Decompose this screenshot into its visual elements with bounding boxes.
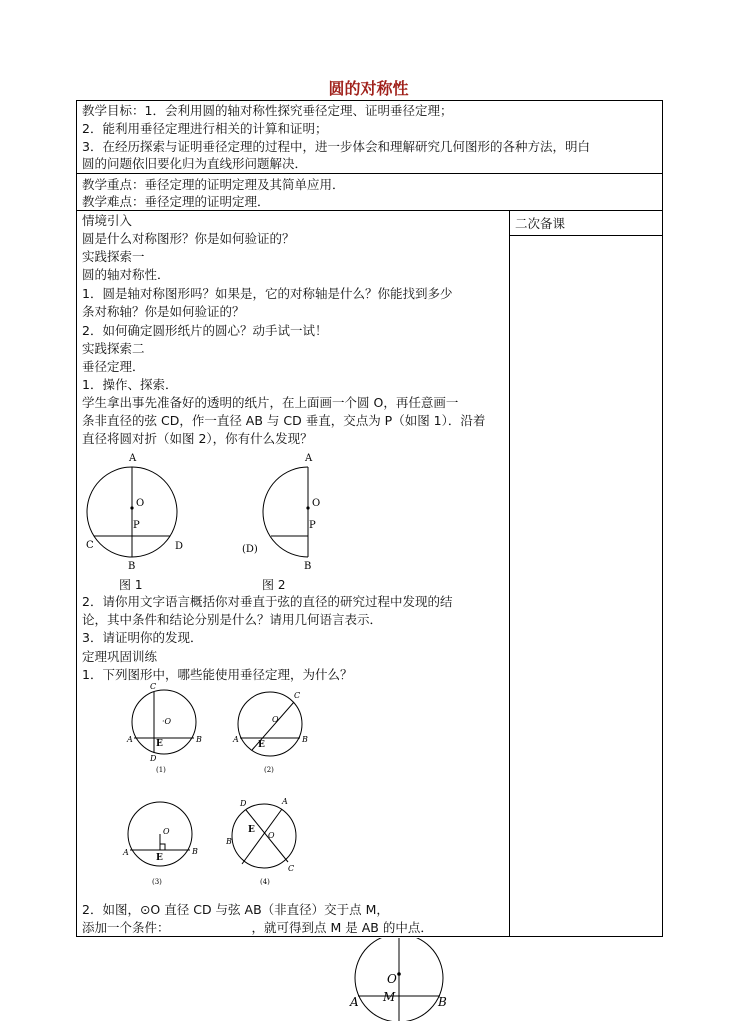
objective-line: 3．在经历探索与证明垂径定理的过程中，进一步体会和理解研究几何图形的各种方法，明白 (82, 139, 590, 154)
label-p: P (133, 520, 140, 531)
page-title: 圆的对称性 (328, 79, 409, 98)
body-line: 2．如何确定圆形纸片的圆心？动手试一试！ (82, 323, 328, 338)
label-b: B (128, 561, 136, 572)
q2-suffix: ，就可得到点 M 是 AB 的中点． (251, 920, 433, 935)
label-o: O (136, 498, 145, 509)
side-header: 二次备课 (515, 216, 566, 231)
difficulty: 教学难点：垂径定理的证明定理． (82, 194, 270, 209)
label-a: A (233, 735, 239, 744)
body-line: 论，其中条件和结论分别是什么？请用几何语言表示． (82, 612, 383, 627)
label-d: D (240, 799, 247, 808)
body-line: 条对称轴？你是如何验证的？ (82, 304, 245, 319)
label-a: A (350, 995, 359, 1009)
q2-prefix: 添加一个条件： (82, 920, 170, 935)
label-b: B (192, 847, 198, 856)
key-point: 教学重点：垂径定理的证明定理及其简单应用． (82, 177, 345, 192)
sub-caption: (4) (260, 878, 270, 886)
side-header-divider (509, 235, 663, 236)
figure-1 (84, 448, 196, 576)
label-b: B (302, 735, 308, 744)
label-o: O (163, 827, 170, 836)
label-c: C (294, 691, 301, 700)
body-line: 实践探索二 (82, 341, 145, 356)
exercise-figure-3 (118, 792, 208, 887)
label-c: C (288, 864, 295, 873)
question-2-figure (340, 938, 460, 1021)
exercise-figure-2 (228, 680, 318, 775)
label-b: B (438, 995, 447, 1009)
label-o: O (312, 498, 321, 509)
circle (232, 804, 296, 868)
body-line: 2．请你用文字语言概括你对垂直于弦的直径的研究过程中发现的结 (82, 594, 453, 609)
objective-line: 教学目标：1．会利用圆的轴对称性探究垂径定理、证明垂径定理； (82, 103, 453, 118)
label-o: O (387, 972, 397, 986)
circle (238, 692, 302, 756)
answer-blank[interactable] (170, 923, 252, 937)
body-line: 3．请证明你的发现． (82, 630, 203, 645)
right-angle-mark (160, 844, 165, 850)
question-2-line (82, 919, 433, 937)
sub-caption: (3) (152, 878, 162, 886)
label-e: E (258, 740, 265, 750)
label-p: P (309, 520, 316, 531)
label-m: M (383, 990, 396, 1004)
diameter-ac (242, 809, 282, 864)
question-2-line: 2．如图，⊙O 直径 CD 与弦 AB（非直径）交于点 M， (82, 902, 389, 917)
exercise-figure-4 (226, 792, 316, 887)
center-point (306, 506, 309, 509)
body-line: 直径将圆对折（如图 2），你有什么发现？ (82, 431, 313, 446)
label-b: B (304, 561, 312, 572)
label-e: E (156, 739, 163, 749)
objective-line: 2．能利用垂径定理进行相关的计算和证明； (82, 121, 328, 136)
figure-2 (240, 448, 340, 576)
label-b: B (226, 837, 232, 846)
label-e: E (248, 825, 255, 835)
body-line: 实践探索一 (82, 249, 145, 264)
center-point (130, 506, 133, 509)
label-a: A (123, 848, 129, 857)
label-o: O (272, 715, 279, 724)
label-a: A (127, 735, 133, 744)
body-line: 情境引入 (82, 213, 133, 228)
body-line: 学生拿出事先准备好的透明的纸片，在上面画一个圆 O，再任意画一 (82, 395, 459, 410)
sub-caption: (2) (264, 766, 274, 774)
body-line: 1．圆是轴对称图形吗？如果是，它的对称轴是什么？你能找到多少 (82, 286, 453, 301)
center-point (397, 972, 401, 976)
body-line: 1．操作、探索． (82, 377, 178, 392)
body-line: 定理巩固训练 (82, 649, 158, 664)
label-o: O (268, 831, 275, 840)
label-a: A (305, 453, 313, 464)
sub-caption: (1) (156, 766, 166, 774)
label-d: D (175, 541, 184, 552)
body-line: 条非直径的弦 CD，作一直径 AB 与 CD 垂直，交点为 P（如图 1）．沿着 (82, 413, 486, 428)
figure-1-caption: 图 1 (119, 578, 143, 592)
label-a: A (282, 797, 288, 806)
label-c: C (86, 540, 94, 551)
figure-2-caption: 图 2 (262, 578, 286, 592)
row-divider (76, 173, 663, 174)
exercise-figure-1 (122, 680, 212, 775)
body-line: 圆的轴对称性． (82, 267, 170, 282)
label-cd: (D) (242, 544, 258, 555)
label-b: B (196, 735, 202, 744)
body-line: 1．下列图形中，哪些能使用垂径定理，为什么？ (82, 667, 353, 682)
chord-bd (246, 810, 288, 862)
label-o: ·O (162, 717, 172, 726)
label-c: C (150, 682, 157, 691)
body-line: 圆是什么对称图形？你是如何验证的？ (82, 231, 295, 246)
half-circle (263, 467, 308, 557)
body-line: 垂径定理． (82, 359, 145, 374)
label-d: D (150, 754, 157, 763)
column-divider (509, 210, 510, 937)
label-a: A (129, 453, 137, 464)
label-e: E (156, 853, 163, 863)
objective-line: 圆的问题依旧要化归为直线形问题解决． (82, 156, 308, 171)
